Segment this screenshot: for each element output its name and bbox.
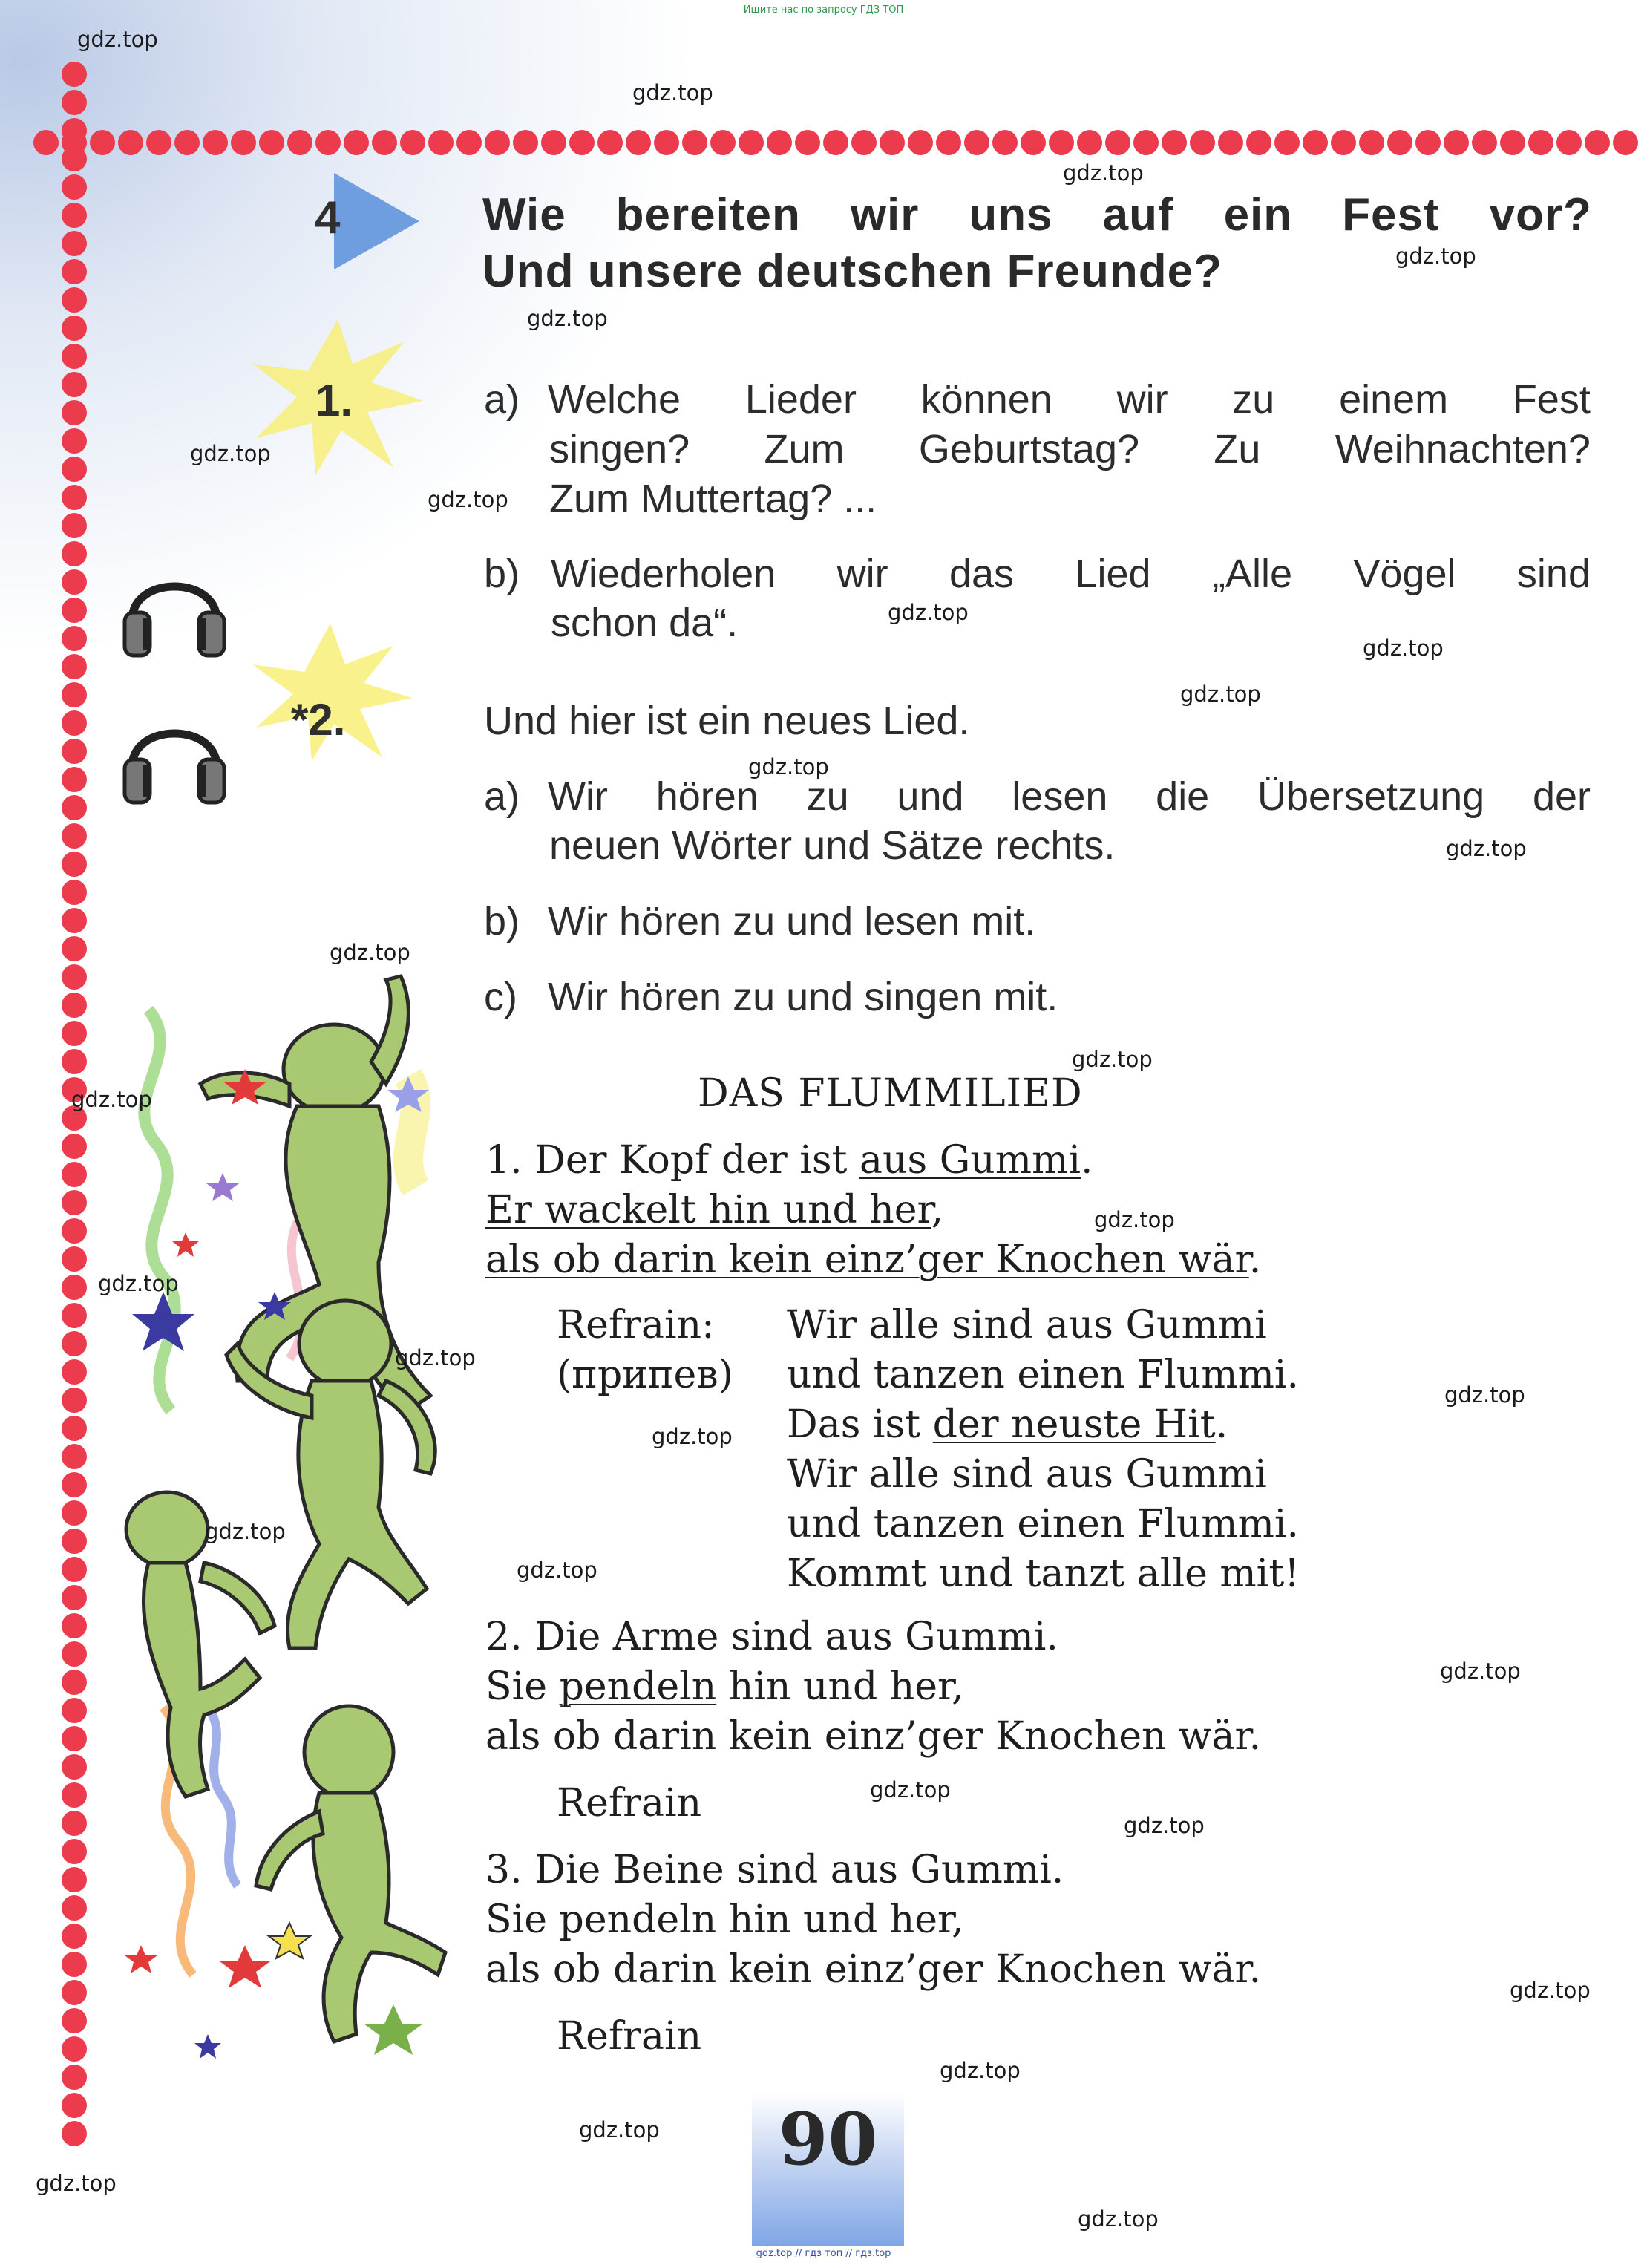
watermark: gdz.top [940, 2058, 1021, 2083]
word: der [1532, 774, 1591, 819]
headphones-icon [119, 549, 230, 661]
verse-1-line-2: Er wackelt hin und her, [485, 1188, 944, 1232]
verse-1-line-3: als ob darin kein einz’ger Knochen wär. [485, 1238, 1262, 1282]
word: lesen [1012, 774, 1108, 819]
border-dot [315, 130, 341, 155]
task-1a-line1 [548, 375, 1591, 425]
border-dot [62, 1867, 87, 1892]
verse-2-line-1: 2. Die Arme sind aus Gummi. [485, 1615, 1058, 1659]
border-dot [654, 130, 679, 155]
exercise-title-line1 [482, 187, 1592, 244]
word: uns [969, 189, 1053, 241]
border-dot [1415, 130, 1441, 155]
border-dot [62, 259, 87, 284]
word: Zum [764, 427, 845, 471]
border-dot [62, 1782, 87, 1808]
border-dot [62, 2036, 87, 2062]
border-dot [62, 1049, 87, 1074]
watermark: gdz.top [1180, 682, 1261, 707]
border-dot [62, 852, 87, 877]
border-dot [1472, 130, 1497, 155]
border-dot [62, 936, 87, 961]
word: Wiederholen [551, 552, 776, 596]
verse-2-refrain: Refrain [557, 1781, 702, 1826]
task-2c-label: c) [484, 975, 517, 1019]
border-dot [513, 130, 538, 155]
border-dot [62, 1275, 87, 1300]
word: Weihnachten? [1335, 427, 1591, 471]
border-dot [597, 130, 623, 155]
border-dot [1613, 130, 1638, 155]
border-dot [62, 1641, 87, 1667]
border-dot [1162, 130, 1187, 155]
word: wir [850, 189, 920, 241]
border-dot [62, 993, 87, 1018]
border-dot [344, 130, 369, 155]
watermark: gdz.top [428, 487, 508, 512]
refrain-line-4: Wir alle sind aus Gummi [787, 1452, 1267, 1497]
border-dot [62, 344, 87, 369]
border-dot [118, 130, 143, 155]
border-dot [62, 1754, 87, 1780]
border-dot [62, 1021, 87, 1046]
border-dot [90, 130, 115, 155]
word: ein [1223, 189, 1293, 241]
border-dot [62, 1924, 87, 1949]
border-dot [992, 130, 1018, 155]
task-2a-label: a) [484, 774, 520, 819]
watermark: gdz.top [1446, 836, 1527, 861]
border-dot [569, 130, 595, 155]
watermark: gdz.top [1094, 1207, 1175, 1232]
border-dot [62, 1303, 87, 1328]
border-dot [33, 130, 59, 155]
border-dot [372, 130, 397, 155]
border-dot [62, 1190, 87, 1215]
word: Wir [548, 774, 608, 819]
border-dot [62, 823, 87, 849]
border-dot [1387, 130, 1412, 155]
border-dot [62, 1895, 87, 1921]
border-dot [62, 880, 87, 905]
border-dot [62, 682, 87, 707]
task-1a-line2 [549, 425, 1591, 474]
border-dot [1585, 130, 1610, 155]
refrain-line-3: Das ist der neuste Hit. [787, 1402, 1228, 1447]
border-dot [62, 626, 87, 651]
border-dot [62, 1162, 87, 1187]
border-dot [710, 130, 736, 155]
border-dot [1444, 130, 1469, 155]
border-dot [62, 372, 87, 397]
border-dot [62, 569, 87, 595]
border-dot [62, 654, 87, 679]
task-2a-line1 [548, 772, 1591, 822]
border-dot [62, 1613, 87, 1638]
border-dot [1303, 130, 1328, 155]
word: Lieder [744, 377, 857, 422]
border-dot [62, 231, 87, 256]
border-dot [62, 1359, 87, 1385]
border-dot [62, 739, 87, 764]
watermark: gdz.top [395, 1345, 476, 1370]
border-dot [62, 203, 87, 228]
border-dot [1105, 130, 1130, 155]
word: zu [806, 774, 849, 819]
border-dot [62, 1218, 87, 1244]
word: Welche [548, 377, 681, 422]
watermark: gdz.top [98, 1271, 179, 1296]
word: können [920, 377, 1052, 422]
border-dot [62, 316, 87, 341]
refrain-line-2: und tanzen einen Flummi. [787, 1353, 1300, 1397]
verse-3-line-1: 3. Die Beine sind aus Gummi. [485, 1848, 1064, 1892]
watermark: gdz.top [1440, 1658, 1521, 1684]
play-arrow-icon [327, 169, 423, 273]
song-title: DAS FLUMMILIED [698, 1071, 1083, 1116]
watermark: gdz.top [1078, 2206, 1159, 2232]
word: wir [836, 552, 888, 596]
watermark: gdz.top [36, 2171, 117, 2196]
word: das [949, 552, 1015, 596]
border-dot [62, 1839, 87, 1864]
border-dot [62, 174, 87, 200]
border-dot [62, 1952, 87, 1977]
border-dot [626, 130, 651, 155]
border-dot [62, 2121, 87, 2146]
task-1b-line2: schon da“. [551, 601, 739, 645]
word: wir [1116, 377, 1168, 422]
word: und [897, 774, 964, 819]
word: vor? [1489, 189, 1592, 241]
word: auf [1102, 189, 1174, 241]
watermark: gdz.top [1444, 1382, 1525, 1408]
border-dot [1077, 130, 1102, 155]
watermark: gdz.top [1363, 635, 1444, 661]
word: hören [655, 774, 759, 819]
border-dot [62, 908, 87, 933]
task-1a-line3: Zum Muttertag? ... [549, 477, 877, 521]
watermark: gdz.top [632, 80, 713, 105]
border-dot [428, 130, 454, 155]
refrain-label: Refrain: [557, 1303, 715, 1347]
border-dot [62, 1811, 87, 1836]
task-2b-text: Wir hören zu und lesen mit. [548, 899, 1036, 944]
border-dot [1556, 130, 1582, 155]
watermark: gdz.top [888, 600, 969, 625]
watermark: gdz.top [1072, 1047, 1153, 1072]
headphones-icon [119, 696, 230, 808]
verse-2-line-3: als ob darin kein einz’ger Knochen wär. [485, 1714, 1262, 1759]
word: die [1156, 774, 1210, 819]
border-dot [1500, 130, 1525, 155]
border-dot [62, 513, 87, 538]
border-dot [1274, 130, 1300, 155]
border-dot [62, 62, 87, 87]
watermark: gdz.top [748, 754, 829, 780]
border-dot [1021, 130, 1046, 155]
border-dot [62, 1444, 87, 1469]
watermark: gdz.top [77, 27, 158, 52]
border-dot [964, 130, 989, 155]
verse-3-line-2: Sie pendeln hin und her, [485, 1898, 964, 1942]
border-dot [682, 130, 707, 155]
border-dot [231, 130, 256, 155]
border-dot [62, 598, 87, 623]
watermark: gdz.top [71, 1087, 152, 1112]
border-dot [62, 1670, 87, 1695]
word: sind [1516, 552, 1591, 596]
word: Fest [1512, 377, 1591, 422]
task-2b-label: b) [484, 899, 520, 944]
task-1-number: 1. [315, 376, 353, 425]
border-dot [456, 130, 482, 155]
watermark: gdz.top [527, 306, 608, 331]
border-dot [259, 130, 284, 155]
border-dot [62, 710, 87, 736]
border-dot [62, 1980, 87, 2005]
watermark: gdz.top [1395, 244, 1476, 269]
border-dot [62, 1500, 87, 1526]
task-1b-line1 [551, 549, 1591, 599]
watermark: gdz.top [1063, 160, 1144, 186]
border-dot [62, 1557, 87, 1582]
word: bereiten [615, 189, 801, 241]
border-dot [62, 795, 87, 820]
verse-3-refrain: Refrain [557, 2014, 702, 2059]
word: Wie [482, 189, 566, 241]
task-1a-label: a) [484, 377, 520, 422]
border-dot [739, 130, 764, 155]
border-dot [62, 1529, 87, 1554]
watermark: gdz.top [1510, 1978, 1591, 2003]
watermark: gdz.top [1124, 1813, 1205, 1838]
word: Fest [1342, 189, 1440, 241]
border-dot [936, 130, 961, 155]
task-2-intro: Und hier ist ein neues Lied. [484, 699, 970, 743]
word: Geburtstag? [918, 427, 1140, 471]
refrain-line-6: Kommt und tanzt alle mit! [787, 1552, 1300, 1596]
word: Lied [1075, 552, 1151, 596]
verse-3-line-3: als ob darin kein einz’ger Knochen wär. [485, 1947, 1262, 1992]
exercise-number: 4 [315, 192, 341, 244]
border-dot [62, 1331, 87, 1356]
border-dot [62, 130, 87, 155]
refrain-line-1: Wir alle sind aus Gummi [787, 1303, 1267, 1347]
border-dot [1246, 130, 1271, 155]
border-dot [62, 485, 87, 510]
word: Zu [1214, 427, 1261, 471]
border-dot [1190, 130, 1215, 155]
border-dot [203, 130, 228, 155]
watermark: gdz.top [652, 1424, 733, 1449]
gummy-figures-illustration [96, 965, 482, 2079]
word: Vögel [1353, 552, 1456, 596]
watermark: gdz.top [579, 2117, 660, 2143]
border-dot [287, 130, 312, 155]
border-dot [400, 130, 425, 155]
border-dot [62, 2093, 87, 2118]
border-dot [62, 1585, 87, 1610]
word: singen? [549, 427, 690, 471]
word: zu [1232, 377, 1275, 422]
border-dot [62, 287, 87, 313]
verse-2-line-2: Sie pendeln hin und her, [485, 1664, 964, 1709]
border-dot [1133, 130, 1159, 155]
border-dot [62, 1726, 87, 1751]
border-dot [62, 2065, 87, 2090]
watermark: gdz.top [517, 1558, 597, 1583]
task-2a-line2: neuen Wörter und Sätze rechts. [549, 823, 1116, 868]
page-number: 90 [778, 2097, 878, 2181]
border-dot [62, 767, 87, 792]
task-2-number: *2. [291, 695, 346, 745]
border-dot [62, 1698, 87, 1723]
border-dot [880, 130, 905, 155]
watermark: gdz.top [190, 441, 271, 466]
border-dot [62, 1246, 87, 1272]
border-dot [1218, 130, 1243, 155]
word: einem [1339, 377, 1449, 422]
border-dot [62, 2008, 87, 2033]
border-dot [174, 130, 200, 155]
border-dot [795, 130, 820, 155]
watermark: gdz.top [205, 1519, 286, 1544]
border-dot [62, 90, 87, 115]
border-dot [62, 1416, 87, 1441]
border-dot [62, 1472, 87, 1497]
border-dot [62, 457, 87, 482]
border-dot [62, 428, 87, 454]
task-1b-label: b) [484, 552, 520, 596]
border-dot [485, 130, 510, 155]
word: „Alle [1211, 552, 1292, 596]
refrain-line-5: und tanzen einen Flummi. [787, 1502, 1300, 1546]
border-dot [767, 130, 792, 155]
border-dot [1528, 130, 1553, 155]
refrain-translation: (припев) [557, 1353, 733, 1397]
border-dot [1331, 130, 1356, 155]
watermark: gdz.top [870, 1777, 951, 1803]
border-dot [1359, 130, 1384, 155]
border-dot [146, 130, 171, 155]
border-dot [908, 130, 933, 155]
border-dot [62, 400, 87, 425]
header-note: Ищите нас по запросу ГДЗ ТОП [743, 4, 904, 16]
watermark: gdz.top [330, 940, 410, 965]
border-dot [823, 130, 848, 155]
footer-note: gdz.top // гдз топ // гдз.top [756, 2248, 891, 2259]
exercise-title-line2: Und unsere deutschen Freunde? [482, 246, 1223, 297]
border-dot [851, 130, 877, 155]
border-dot [62, 1134, 87, 1159]
task-2c-text: Wir hören zu und singen mit. [548, 975, 1058, 1019]
border-dot [62, 1388, 87, 1413]
border-dot [1049, 130, 1074, 155]
verse-1-line-1: 1. Der Kopf der ist aus Gummi. [485, 1138, 1093, 1183]
border-dot [62, 964, 87, 990]
border-dot [62, 541, 87, 566]
word: Übersetzung [1257, 774, 1485, 819]
border-dot [541, 130, 566, 155]
